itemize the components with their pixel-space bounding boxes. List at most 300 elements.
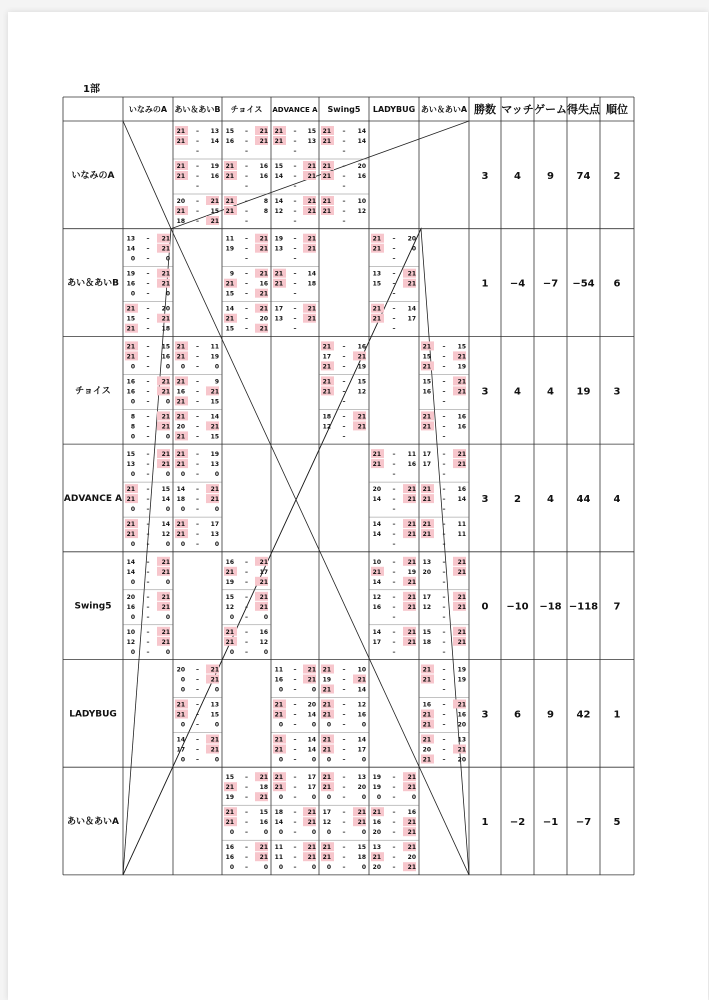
game-score-left: 14 (274, 198, 283, 205)
score-dash: – (392, 568, 396, 576)
game-score-right: 21 (457, 568, 466, 576)
score-dash: – (146, 388, 150, 396)
standing-value: −18 (539, 601, 562, 613)
score-dash: – (196, 496, 199, 504)
game-score-right: 16 (407, 461, 416, 469)
game-score-left: 11 (225, 235, 234, 243)
game-score-right: 21 (161, 593, 170, 601)
game-score-left: 21 (176, 701, 185, 709)
score-dash: – (392, 305, 396, 313)
row-header-team: ADVANCE A (63, 493, 123, 504)
game-score-left: 21 (322, 173, 331, 180)
game-score-right: 0 (165, 290, 170, 298)
game-score-right: 21 (161, 280, 170, 288)
game-score-left: 14 (176, 486, 185, 494)
score-dash: – (342, 183, 346, 190)
game-score-right: 15 (357, 844, 366, 852)
score-dash: – (342, 711, 346, 719)
game-score-right: 21 (357, 353, 366, 361)
game-score-right: 21 (407, 628, 416, 636)
game-score-right: 21 (457, 378, 466, 386)
game-score-right: 20 (457, 756, 466, 764)
score-dash: – (196, 183, 199, 190)
score-dash: – (245, 280, 248, 288)
game-score-right: 12 (357, 388, 366, 396)
score-dash: – (342, 746, 346, 754)
game-score-left: 14 (372, 628, 381, 636)
score-dash: – (245, 638, 248, 646)
standing-value: 4 (514, 386, 521, 398)
standing-value: 0 (481, 601, 489, 613)
game-score-right: 14 (161, 496, 170, 504)
game-score-right: 21 (407, 496, 416, 504)
game-score-left: 21 (274, 784, 283, 792)
game-score-right: 21 (161, 315, 170, 323)
score-dash: – (293, 829, 297, 837)
standing-value: −7 (542, 278, 559, 290)
game-score-left: 21 (322, 343, 331, 351)
score-dash: – (392, 593, 396, 601)
score-dash: – (196, 531, 199, 539)
game-score-left: 17 (322, 809, 331, 817)
column-header-stat: マッチ (501, 103, 534, 116)
score-dash: – (245, 138, 248, 145)
score-dash: – (146, 305, 150, 313)
game-score-right: 20 (307, 701, 316, 709)
game-score-right: 0 (361, 829, 366, 837)
score-dash: – (293, 315, 297, 323)
game-score-right: 21 (307, 809, 316, 817)
game-score-left: 21 (176, 378, 185, 386)
game-score-left: 0 (130, 506, 135, 514)
standing-value: 9 (547, 170, 554, 182)
column-header-stat: 得失点 (567, 103, 600, 116)
game-score-left: 21 (322, 378, 331, 386)
score-dash: – (392, 603, 396, 611)
game-score-right: 21 (307, 198, 316, 205)
score-dash: – (442, 666, 446, 674)
game-score-left: 21 (126, 496, 135, 504)
score-dash: – (442, 461, 446, 469)
game-score-right: 14 (210, 138, 219, 145)
game-score-left: 19 (225, 578, 234, 586)
column-header-stat: 勝数 (474, 103, 496, 116)
score-dash: – (293, 280, 297, 288)
score-dash: – (392, 531, 396, 539)
game-score-right: 15 (161, 486, 170, 494)
game-score-left: 21 (176, 461, 185, 469)
game-score-right: 21 (307, 666, 316, 674)
game-score-left: 13 (372, 844, 381, 852)
game-score-right: 15 (210, 711, 219, 719)
game-score-right: 16 (457, 486, 466, 494)
score-dash: – (342, 218, 346, 225)
game-score-right: 21 (210, 666, 219, 674)
score-dash: – (442, 413, 446, 421)
score-dash: – (392, 829, 396, 837)
score-dash: – (196, 138, 199, 145)
score-dash: – (245, 315, 248, 323)
score-dash: – (442, 603, 446, 611)
game-score-right: 0 (311, 721, 316, 729)
game-score-left: 14 (225, 305, 234, 313)
score-dash: – (196, 521, 199, 529)
game-score-left: 0 (278, 864, 283, 872)
game-score-left: 21 (422, 343, 431, 351)
game-score-right: 21 (307, 305, 316, 313)
game-score-right: 21 (161, 558, 170, 566)
game-score-right: 18 (307, 280, 316, 288)
game-score-right: 0 (214, 686, 219, 694)
game-score-right: 21 (307, 315, 316, 323)
game-score-right: 21 (457, 353, 466, 361)
score-dash: – (196, 398, 199, 406)
score-dash: – (293, 711, 297, 719)
game-score-left: 14 (372, 578, 381, 586)
game-score-right: 21 (457, 701, 466, 709)
score-dash: – (293, 148, 297, 155)
score-dash: – (245, 819, 248, 827)
game-score-left: 21 (422, 363, 431, 371)
game-score-left: 21 (225, 280, 234, 288)
game-score-right: 21 (407, 844, 416, 852)
score-dash: – (196, 701, 199, 709)
game-score-left: 17 (422, 593, 431, 601)
game-score-right: 14 (357, 138, 366, 145)
game-score-right: 21 (161, 388, 170, 396)
score-dash: – (245, 128, 248, 135)
game-score-left: 20 (422, 568, 431, 576)
game-score-left: 18 (322, 413, 331, 421)
game-score-left: 21 (225, 638, 234, 646)
game-score-left: 15 (225, 128, 234, 135)
game-score-right: 15 (259, 809, 268, 817)
score-dash: – (392, 325, 396, 333)
score-dash: – (392, 648, 396, 656)
game-score-right: 17 (259, 568, 268, 576)
game-score-left: 21 (422, 521, 431, 529)
game-score-left: 21 (322, 198, 331, 205)
game-score-left: 12 (372, 593, 381, 601)
score-dash: – (342, 128, 346, 135)
score-dash: – (245, 148, 248, 155)
score-dash: – (245, 183, 248, 190)
score-dash: – (392, 290, 396, 298)
game-score-left: 20 (176, 198, 185, 205)
standing-value: 42 (576, 709, 591, 721)
score-dash: – (146, 461, 150, 469)
standing-value: 1 (481, 817, 489, 829)
game-score-left: 15 (274, 163, 283, 170)
game-score-left: 15 (422, 353, 431, 361)
game-score-right: 15 (307, 128, 316, 135)
score-dash: – (146, 255, 150, 263)
game-score-right: 0 (165, 363, 170, 371)
game-score-right: 21 (357, 809, 366, 817)
game-score-left: 13 (372, 270, 381, 278)
score-dash: – (392, 270, 396, 278)
game-score-left: 17 (176, 746, 185, 754)
game-score-left: 21 (322, 163, 331, 170)
score-dash: – (245, 208, 248, 215)
game-score-right: 21 (161, 245, 170, 253)
game-score-right: 21 (161, 378, 170, 386)
game-score-left: 0 (130, 648, 135, 656)
game-score-right: 0 (165, 578, 170, 586)
score-dash: – (342, 736, 346, 744)
game-score-left: 21 (274, 774, 283, 782)
game-score-right: 12 (161, 531, 170, 539)
game-score-left: 0 (229, 648, 234, 656)
game-score-left: 20 (126, 593, 135, 601)
score-dash: – (392, 558, 396, 566)
score-dash: – (245, 829, 248, 837)
game-score-left: 19 (372, 774, 381, 782)
game-score-left: 14 (126, 245, 135, 253)
score-dash: – (342, 353, 346, 361)
score-dash: – (146, 593, 150, 601)
game-score-left: 21 (176, 398, 185, 406)
game-score-left: 14 (176, 736, 185, 744)
score-dash: – (196, 736, 199, 744)
score-dash: – (146, 270, 150, 278)
game-score-right: 21 (161, 270, 170, 278)
game-score-left: 9 (229, 270, 234, 278)
score-dash: – (442, 721, 446, 729)
standing-value: −1 (542, 817, 559, 829)
score-dash: – (146, 521, 150, 529)
score-dash: – (245, 784, 248, 792)
game-score-left: 0 (130, 613, 135, 621)
game-score-right: 0 (361, 756, 366, 764)
score-dash: – (392, 784, 396, 792)
standing-value: 4 (514, 170, 521, 182)
game-score-left: 17 (372, 638, 381, 646)
game-score-left: 21 (225, 198, 234, 205)
game-score-right: 0 (214, 363, 219, 371)
game-score-right: 0 (263, 613, 268, 621)
game-score-left: 21 (372, 315, 381, 323)
game-score-right: 18 (259, 784, 268, 792)
game-score-right: 21 (307, 854, 316, 862)
game-score-left: 21 (322, 363, 331, 371)
game-score-right: 21 (457, 388, 466, 396)
score-dash: – (342, 809, 346, 817)
game-score-left: 21 (274, 138, 283, 145)
game-score-right: 21 (307, 819, 316, 827)
game-score-left: 0 (278, 794, 283, 802)
game-score-left: 0 (180, 686, 185, 694)
score-dash: – (342, 686, 346, 694)
game-score-left: 18 (422, 638, 431, 646)
game-score-right: 21 (407, 784, 416, 792)
score-dash: – (245, 603, 248, 611)
score-dash: – (146, 531, 150, 539)
score-dash: – (392, 774, 396, 782)
game-score-left: 21 (176, 208, 185, 215)
game-score-right: 0 (214, 756, 219, 764)
game-score-right: 21 (259, 270, 268, 278)
score-dash: – (342, 198, 346, 205)
game-score-right: 21 (307, 163, 316, 170)
game-score-right: 21 (259, 235, 268, 243)
game-score-left: 21 (322, 844, 331, 852)
score-dash: – (442, 423, 446, 431)
game-score-left: 0 (229, 613, 234, 621)
score-dash: – (293, 794, 297, 802)
score-dash: – (245, 173, 248, 180)
score-dash: – (342, 794, 346, 802)
game-score-left: 0 (180, 721, 185, 729)
score-dash: – (442, 578, 446, 586)
game-score-left: 20 (176, 666, 185, 674)
game-score-left: 0 (326, 756, 331, 764)
game-score-right: 21 (161, 603, 170, 611)
game-score-right: 20 (259, 315, 268, 323)
game-score-right: 21 (259, 854, 268, 862)
game-score-left: 15 (126, 451, 135, 459)
score-dash: – (293, 721, 297, 729)
game-score-left: 15 (225, 290, 234, 298)
game-score-left: 16 (126, 378, 135, 386)
game-score-left: 21 (225, 819, 234, 827)
game-score-left: 0 (130, 578, 135, 586)
score-dash: – (293, 235, 297, 243)
game-score-left: 0 (180, 363, 185, 371)
game-score-right: 14 (307, 746, 316, 754)
game-score-left: 21 (422, 496, 431, 504)
score-dash: – (442, 343, 446, 351)
game-score-left: 21 (422, 756, 431, 764)
standing-value: 19 (576, 386, 591, 398)
score-dash: – (196, 541, 199, 549)
score-dash: – (442, 363, 446, 371)
game-score-right: 21 (161, 423, 170, 431)
game-score-left: 21 (322, 138, 331, 145)
game-score-right: 16 (259, 280, 268, 288)
score-dash: – (342, 756, 346, 764)
standing-value: 3 (481, 386, 489, 398)
score-dash: – (392, 794, 396, 802)
game-score-right: 20 (161, 305, 170, 313)
game-score-right: 13 (307, 138, 316, 145)
game-score-right: 13 (210, 461, 219, 469)
game-score-left: 21 (225, 809, 234, 817)
game-score-left: 21 (225, 163, 234, 170)
game-score-left: 16 (126, 388, 135, 396)
score-dash: – (442, 496, 446, 504)
game-score-left: 19 (372, 784, 381, 792)
game-score-left: 14 (372, 531, 381, 539)
game-score-left: 21 (274, 270, 283, 278)
score-dash: – (392, 864, 396, 872)
game-score-right: 8 (263, 208, 268, 215)
game-score-right: 10 (357, 198, 366, 205)
game-score-left: 18 (176, 496, 185, 504)
game-score-right: 13 (457, 736, 466, 744)
game-score-left: 11 (274, 854, 283, 862)
game-score-left: 21 (176, 451, 185, 459)
game-score-left: 16 (422, 388, 431, 396)
game-score-left: 21 (322, 666, 331, 674)
score-dash: – (146, 413, 150, 421)
score-dash: – (442, 701, 446, 709)
game-score-right: 21 (210, 676, 219, 684)
game-score-left: 0 (130, 433, 135, 441)
game-score-left: 21 (322, 711, 331, 719)
game-score-right: 16 (259, 628, 268, 636)
game-score-left: 14 (274, 173, 283, 180)
score-dash: – (146, 353, 150, 361)
game-score-right: 21 (161, 628, 170, 636)
score-dash: – (245, 255, 248, 263)
game-score-right: 10 (357, 666, 366, 674)
game-score-right: 20 (407, 235, 416, 243)
score-dash: – (245, 648, 248, 656)
game-score-right: 21 (210, 496, 219, 504)
game-score-right: 12 (357, 701, 366, 709)
standing-value: 1 (613, 709, 621, 721)
score-dash: – (245, 809, 248, 817)
game-score-left: 21 (126, 343, 135, 351)
game-score-right: 21 (457, 638, 466, 646)
row-header-team: LADYBUG (69, 709, 117, 720)
score-dash: – (342, 676, 346, 684)
game-score-left: 12 (225, 603, 234, 611)
game-score-left: 18 (274, 809, 283, 817)
game-score-left: 19 (322, 676, 331, 684)
standing-value: 6 (514, 709, 521, 721)
score-dash: – (342, 666, 346, 674)
score-dash: – (293, 173, 297, 180)
score-dash: – (342, 819, 346, 827)
standing-value: 3 (613, 386, 621, 398)
game-score-right: 21 (457, 451, 466, 459)
score-dash: – (293, 676, 297, 684)
game-score-left: 0 (130, 363, 135, 371)
game-score-right: 14 (357, 128, 366, 135)
score-dash: – (293, 163, 297, 170)
score-dash: – (196, 353, 199, 361)
score-dash: – (392, 235, 396, 243)
game-score-left: 12 (422, 603, 431, 611)
score-dash: – (392, 613, 396, 621)
game-score-left: 0 (130, 398, 135, 406)
standing-value: −7 (575, 817, 592, 829)
score-dash: – (293, 701, 297, 709)
game-score-right: 17 (210, 521, 219, 529)
game-score-left: 12 (322, 819, 331, 827)
game-score-right: 16 (161, 353, 170, 361)
game-score-left: 16 (372, 819, 381, 827)
game-score-right: 21 (407, 578, 416, 586)
score-dash: – (342, 378, 346, 386)
score-dash: – (293, 844, 297, 852)
column-header-team: LADYBUG (372, 105, 416, 114)
score-dash: – (392, 315, 396, 323)
game-score-right: 21 (259, 774, 268, 782)
game-score-right: 13 (210, 128, 219, 135)
score-dash: – (146, 603, 150, 611)
game-score-right: 21 (457, 603, 466, 611)
score-dash: – (245, 844, 248, 852)
game-score-right: 21 (407, 531, 416, 539)
game-score-left: 16 (274, 676, 283, 684)
score-dash: – (146, 578, 150, 586)
game-score-left: 16 (372, 603, 381, 611)
score-dash: – (196, 666, 199, 674)
score-dash: – (442, 388, 446, 396)
